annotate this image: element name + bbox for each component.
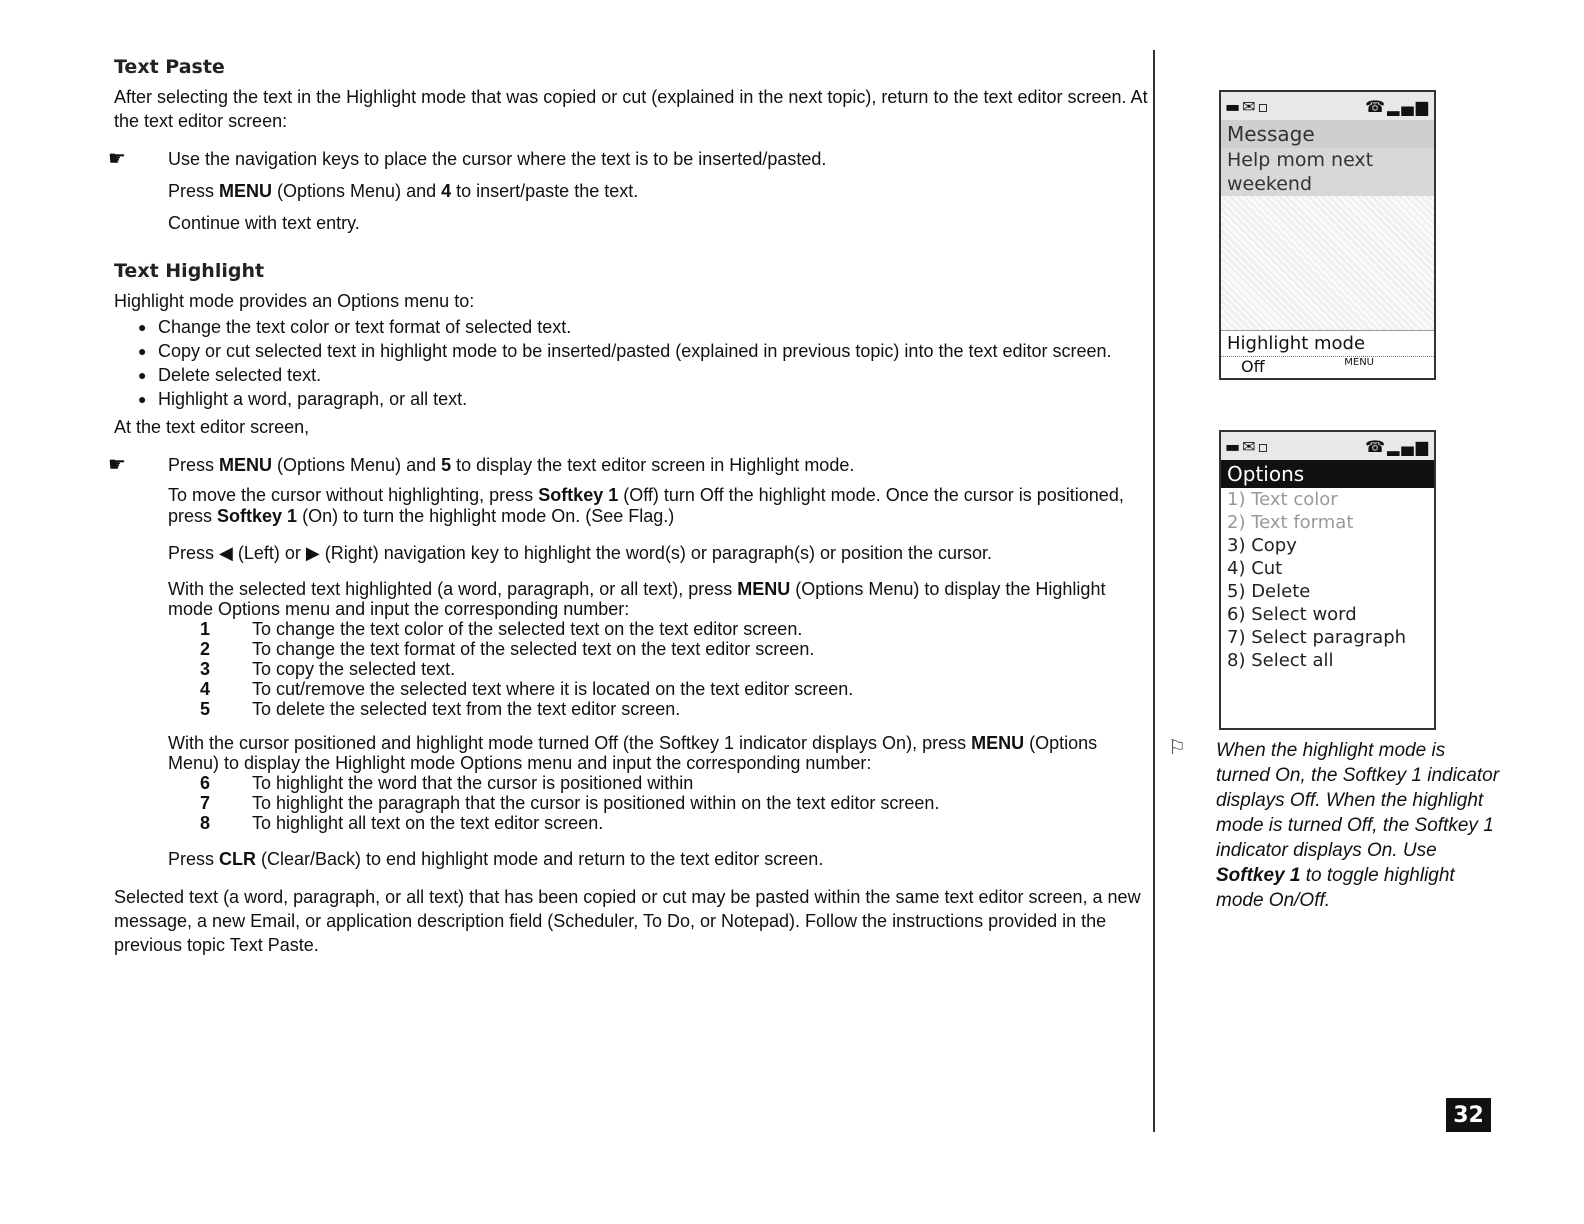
list-item: ● Delete selected text. <box>138 363 1149 387</box>
signal-icon: ☎▂▄▆ <box>1365 436 1430 456</box>
status-bar <box>1221 432 1434 460</box>
list-item: 6 To highlight the word that the cursor is positioned within <box>200 773 694 793</box>
text-paste-heading: Text Paste <box>114 56 225 78</box>
message-line: weekend <box>1221 172 1434 196</box>
paste-step-2: Press MENU (Options Menu) and 4 to insert/paste the text. <box>168 181 639 201</box>
menu-item: 7) Select paragraph <box>1227 627 1407 648</box>
main-column <box>108 55 1149 957</box>
list-item: ● Change the text color or text format of selected text. <box>138 315 1149 339</box>
options-list-a <box>114 619 1149 719</box>
move-cursor-text: To move the cursor without highlighting, press Softkey 1 (Off) turn Off the highlight mode. Once the cursor is positioned, press Softkey 1 (On) to turn the highlight mode On. (See Flag.) <box>168 485 1124 526</box>
paste-step-3: Continue with text entry. <box>168 213 360 233</box>
paste-step-1: ☛ Use the navigation keys to place the cursor where the text is to be inserted/pasted. <box>108 148 827 170</box>
options-screen-figure <box>1219 430 1436 730</box>
column-divider <box>1153 50 1155 1132</box>
highlight-intro: Highlight mode provides an Options menu to: <box>114 291 475 311</box>
screen-title: Options <box>1221 460 1434 488</box>
softkey-bar <box>1221 356 1434 378</box>
status-bar <box>1221 92 1434 120</box>
menu-item: 6) Select word <box>1227 604 1357 625</box>
menu-item: 8) Select all <box>1227 650 1334 671</box>
highlight-bullet-list <box>138 315 1149 411</box>
flag-note: When the highlight mode is turned On, the Softkey 1 indicator displays Off. When the highlight mode is turned Off, the Softkey 1 indicator displays On. Use Softkey 1 to toggle highlight mode On/Off. <box>1216 740 1500 911</box>
message-line: Help mom next <box>1221 148 1434 172</box>
list-item: 2 To change the text format of the selected text on the text editor screen. <box>200 639 815 659</box>
message-screen-figure <box>1219 90 1436 380</box>
menu-item: 1) Text color <box>1227 489 1338 510</box>
selected-text-instructions: With the selected text highlighted (a word, paragraph, or all text), press MENU (Options Menu) to display the Highlight mode Options menu and input the corresponding number: <box>168 579 1106 619</box>
left-arrow-icon: ◀ <box>219 543 233 563</box>
softkey-menu-label: MENU <box>1344 357 1374 368</box>
screen-title: Message <box>1221 120 1434 148</box>
signal-icon: ☎▂▄▆ <box>1365 96 1430 116</box>
menu-item: 3) Copy <box>1227 535 1297 556</box>
list-item: 3 To copy the selected text. <box>200 659 456 679</box>
list-item: 5 To delete the selected text from the text editor screen. <box>200 699 681 719</box>
clr-instructions: Press CLR (Clear/Back) to end highlight mode and return to the text editor screen. <box>168 849 824 869</box>
closing-paragraph: Selected text (a word, paragraph, or all text) that has been copied or cut may be pasted within the same text editor screen, a new message, a new Email, or application description field (Scheduler, To Do, or Notepad). Follow the instructions provided in the previous topic Text Paste. <box>114 887 1141 955</box>
highlight-press-step: ☛ Press MENU (Options Menu) and 5 to display the text editor screen in Highlight mode. <box>108 454 855 476</box>
pointing-hand-icon: ☛ <box>108 454 126 476</box>
cursor-positioned-instructions: With the cursor positioned and highlight mode turned Off (the Softkey 1 indicator displays On), press MENU (Options Menu) to display the Highlight mode Options menu and input the corresponding number: <box>168 733 1098 773</box>
softkey-1-label: Off <box>1241 357 1265 376</box>
list-item: ● Copy or cut selected text in highlight mode to be inserted/pasted (explained in previous topic) into the text editor screen. <box>138 339 1149 363</box>
list-item: 8 To highlight all text on the text editor screen. <box>200 813 604 833</box>
navigation-text: Press ◀ (Left) or ▶ (Right) navigation key to highlight the word(s) or paragraph(s) or position the cursor. <box>168 543 993 563</box>
right-arrow-icon: ▶ <box>305 543 320 563</box>
list-item: 7 To highlight the paragraph that the cursor is positioned within on the text editor screen. <box>200 793 940 813</box>
flag-icon: ⚐ <box>1168 737 1186 759</box>
list-item: 4 To cut/remove the selected text where it is located on the text editor screen. <box>200 679 854 699</box>
list-item: ● Highlight a word, paragraph, or all text. <box>138 387 1149 411</box>
battery-message-icon: ▬✉▫ <box>1225 96 1271 116</box>
options-list-b <box>114 773 1149 833</box>
pointing-hand-icon: ☛ <box>108 148 126 170</box>
menu-item: 2) Text format <box>1227 512 1354 533</box>
page-number: 32 <box>1446 1098 1491 1132</box>
text-highlight-heading: Text Highlight <box>114 260 265 282</box>
highlight-mode-label: Highlight mode <box>1221 330 1434 356</box>
at-screen-text: At the text editor screen, <box>114 417 310 437</box>
paste-intro: After selecting the text in the Highlight mode that was copied or cut (explained in the next topic), return to the text editor screen. At the text editor screen: <box>114 87 1148 131</box>
menu-item: 4) Cut <box>1227 558 1283 579</box>
menu-item: 5) Delete <box>1227 581 1311 602</box>
battery-message-icon: ▬✉▫ <box>1225 436 1271 456</box>
list-item: 1 To change the text color of the selected text on the text editor screen. <box>200 619 803 639</box>
